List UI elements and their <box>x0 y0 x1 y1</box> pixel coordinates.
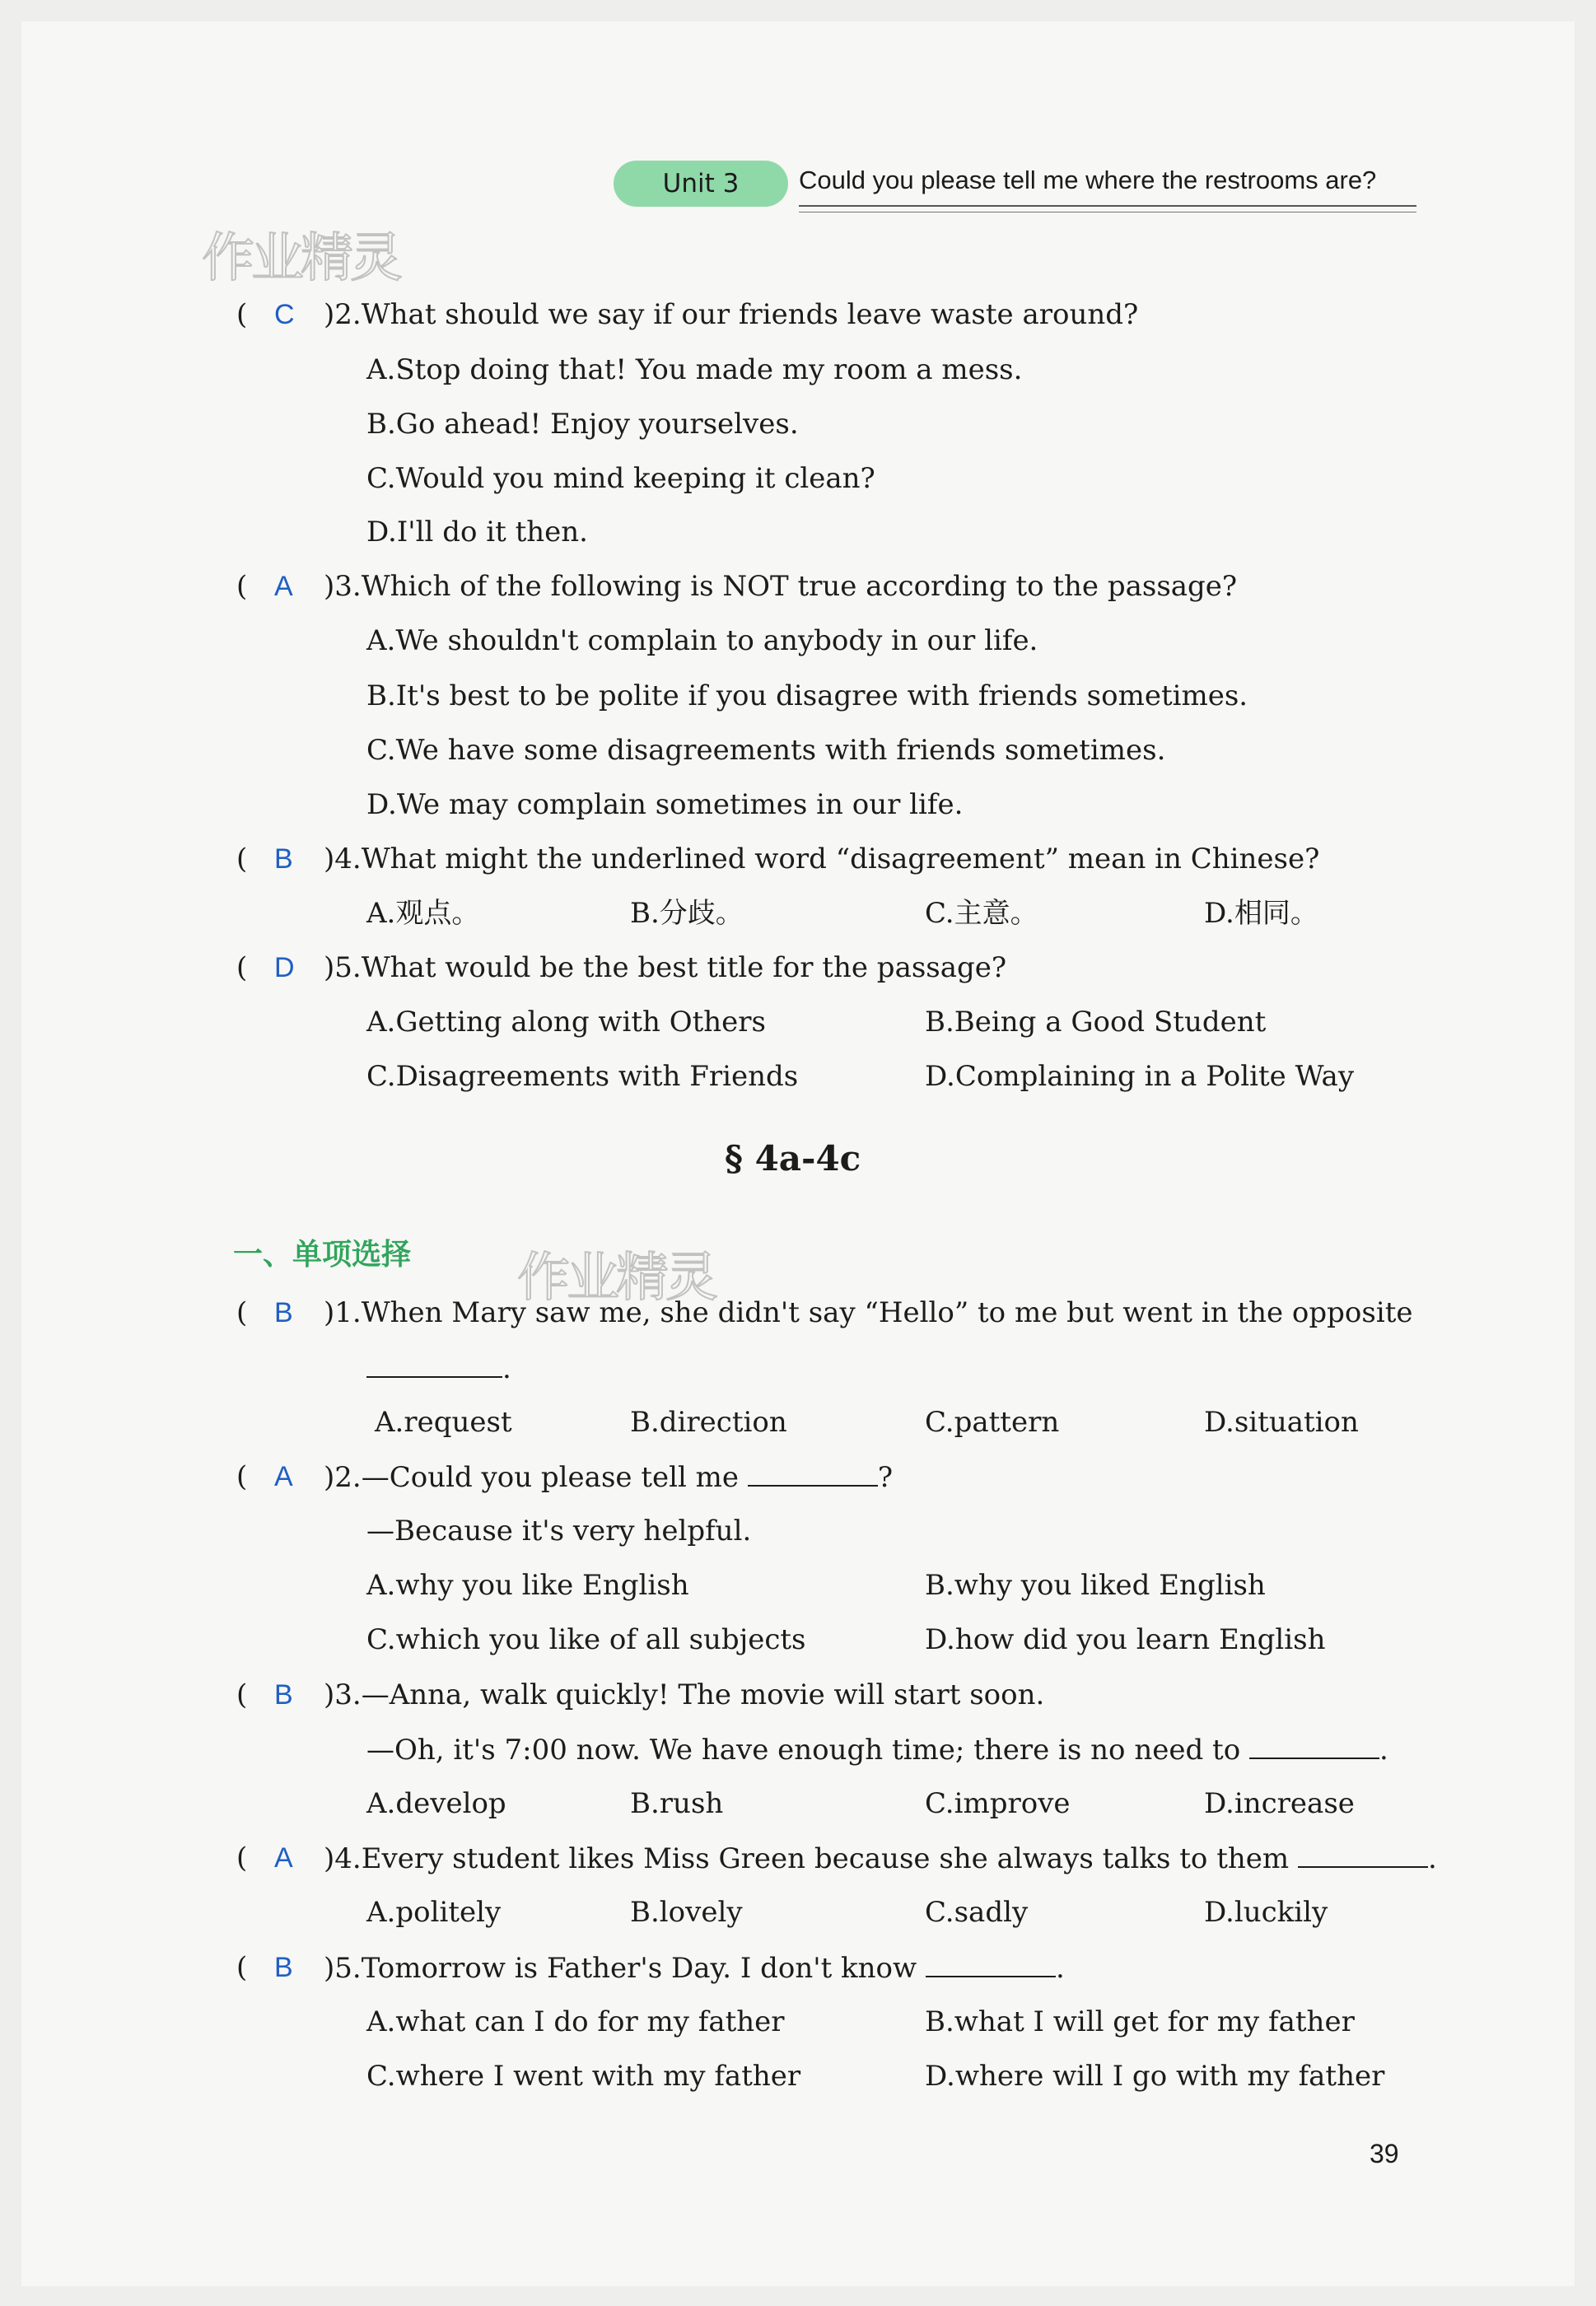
option: D.situation <box>1204 1406 1359 1439</box>
answer-letter: D <box>274 952 295 983</box>
option: A.request <box>375 1406 512 1439</box>
option: A.what can I do for my father <box>366 2005 785 2038</box>
answer-letter: B <box>274 1679 293 1711</box>
answer-letter: A <box>274 571 293 602</box>
answer-paren-open: ( <box>236 570 248 603</box>
option: D.相同。 <box>1204 897 1318 930</box>
answer-paren-open: ( <box>236 1842 248 1874</box>
question-stem: )2.—Could you please tell me <box>324 1461 740 1494</box>
question-stem: )4.Every student likes Miss Green because she always talks to them <box>324 1842 1290 1875</box>
option: A.politely <box>366 1896 502 1929</box>
dialogue-reply-line <box>366 1733 1388 1767</box>
option: B.Being a Good Student <box>925 1006 1267 1039</box>
option: C.pattern <box>925 1406 1060 1439</box>
option: A.Getting along with Others <box>366 1006 766 1039</box>
question-stem: )3.—Anna, walk quickly! The movie will start soon. <box>324 1678 1045 1711</box>
option: B.It's best to be polite if you disagree with friends sometimes. <box>366 679 1248 712</box>
stem-end: . <box>1427 1842 1437 1875</box>
option: C.sadly <box>925 1896 1029 1929</box>
option: B.分歧。 <box>630 897 744 930</box>
option: D.where will I go with my father <box>925 2060 1385 2093</box>
unit-badge: Unit 3 <box>614 161 788 207</box>
option: C.where I went with my father <box>366 2060 801 2093</box>
option: B.Go ahead! Enjoy yourselves. <box>366 408 799 441</box>
unit-title: Could you please tell me where the restrooms are? <box>799 166 1377 194</box>
answer-blank <box>366 1351 502 1378</box>
question-stem: )5.Tomorrow is Father's Day. I don't know <box>324 1952 917 1985</box>
answer-paren-open: ( <box>236 298 248 331</box>
answer-paren-open: ( <box>236 1460 248 1493</box>
answer-blank <box>748 1460 878 1487</box>
question-stem: )3.Which of the following is NOT true according to the passage? <box>324 570 1238 603</box>
question-stem: )5.What would be the best title for the passage? <box>324 951 1007 984</box>
dialogue-reply: —Oh, it's 7:00 now. We have enough time; there is no need to <box>366 1734 1241 1767</box>
answer-blank <box>1298 1842 1428 1868</box>
answer-letter: B <box>274 843 293 875</box>
option: B.lovely <box>630 1896 743 1929</box>
page-header <box>614 161 1416 218</box>
stem-end: . <box>1055 1952 1065 1985</box>
answer-paren-open: ( <box>236 1678 248 1711</box>
page-number: 39 <box>1370 2139 1399 2168</box>
watermark: 作业精灵 <box>202 228 399 289</box>
answer-paren-open: ( <box>236 951 248 984</box>
option: B.direction <box>630 1406 787 1439</box>
option: D.We may complain sometimes in our life. <box>366 788 964 821</box>
question-stem-line <box>324 1460 893 1494</box>
option: D.increase <box>1204 1787 1355 1820</box>
option: D.luckily <box>1204 1896 1328 1929</box>
option: D.I'll do it then. <box>366 516 588 548</box>
option: C.improve <box>925 1787 1071 1820</box>
section-title: § 4a-4c <box>725 1138 861 1179</box>
question-stem: )4.What might the underlined word “disagreement” mean in Chinese? <box>324 843 1320 875</box>
answer-letter: B <box>274 1297 293 1328</box>
option: C.Disagreements with Friends <box>366 1060 799 1093</box>
answer-letter: B <box>274 1952 293 1983</box>
question-stem-line <box>324 1842 1437 1875</box>
answer-letter: A <box>274 1461 293 1492</box>
option: C.which you like of all subjects <box>366 1623 806 1656</box>
question-stem: )1.When Mary saw me, she didn't say “Hello” to me but went in the opposite <box>324 1296 1413 1329</box>
header-rule <box>799 205 1416 207</box>
stem-end: ? <box>877 1461 894 1494</box>
option: A.develop <box>366 1787 506 1820</box>
question-blank-line <box>366 1351 511 1385</box>
question-stem: )2.What should we say if our friends leave waste around? <box>324 298 1139 331</box>
watermark: 作业精灵 <box>517 1248 715 1309</box>
category-title: 一、单项选择 <box>233 1238 412 1272</box>
option: B.rush <box>630 1787 724 1820</box>
answer-paren-open: ( <box>236 1296 248 1329</box>
answer-blank <box>1249 1733 1379 1759</box>
answer-paren-open: ( <box>236 843 248 875</box>
option: B.why you liked English <box>925 1569 1266 1602</box>
option: C.We have some disagreements with friends sometimes. <box>366 734 1166 767</box>
answer-paren-open: ( <box>236 1951 248 1984</box>
answer-letter: C <box>274 299 295 330</box>
option: C.主意。 <box>925 897 1038 930</box>
option: D.how did you learn English <box>925 1623 1326 1656</box>
reply-end: . <box>1379 1734 1388 1767</box>
dialogue-reply: —Because it's very helpful. <box>366 1515 752 1547</box>
option: C.Would you mind keeping it clean? <box>366 462 875 495</box>
question-stem-line <box>324 1951 1065 1985</box>
option: A.why you like English <box>366 1569 689 1602</box>
answer-blank <box>926 1951 1056 1977</box>
option: A.观点。 <box>366 897 480 930</box>
blank-end: . <box>502 1352 511 1385</box>
answer-letter: A <box>274 1842 293 1874</box>
option: A.We shouldn't complain to anybody in our life. <box>366 624 1038 657</box>
option: B.what I will get for my father <box>925 2005 1355 2038</box>
option: D.Complaining in a Polite Way <box>925 1060 1355 1093</box>
option: A.Stop doing that! You made my room a mess. <box>366 353 1023 386</box>
